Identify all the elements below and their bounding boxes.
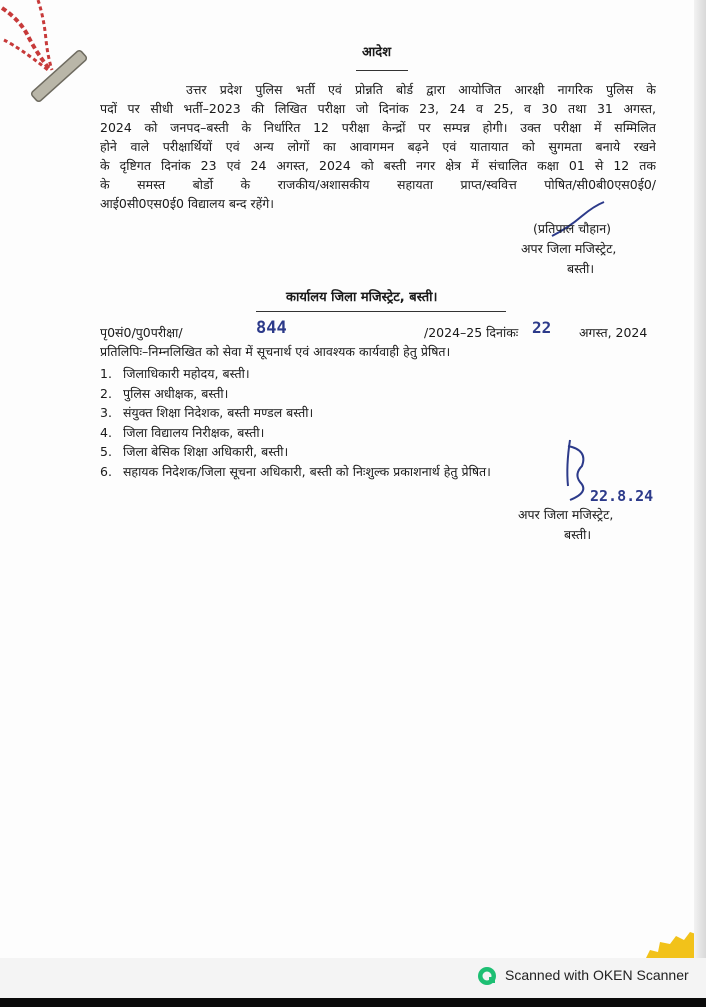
scanner-watermark-label: Scanned with OKEN Scanner (505, 967, 689, 983)
list-item: 1. जिलाधिकारी महोदय, बस्ती। (100, 366, 250, 381)
second-signatory-place: बस्ती। (564, 527, 592, 542)
signatory-place: बस्ती। (567, 261, 595, 276)
reference-prefix: पृ0सं0/पु0परीक्षा/ (100, 325, 183, 340)
list-item: 2. पुलिस अधीक्षक, बस्ती। (100, 385, 229, 401)
paragraph-line: आई0सी0एस0ई0 विद्यालय बन्द रहेंगे। (100, 196, 275, 211)
bottom-strip (0, 998, 706, 1007)
copy-forwarded-line: प्रतिलिपिः–निम्नलिखित को सेवा में सूचनार्थ एवं आवश्यक कार्यवाही हेतु प्रेषित। (100, 344, 451, 359)
office-underline (256, 311, 506, 312)
heading-underline (356, 70, 408, 71)
yellow-folder-edge-icon (646, 930, 696, 958)
list-item: 4. जिला विद्यालय निरीक्षक, बस्ती। (100, 424, 265, 440)
signatory-designation: अपर जिला मजिस्ट्रेट, (521, 241, 617, 256)
date-month-year: अगस्त, 2024 (579, 325, 648, 340)
paragraph-line: उत्तर प्रदेश पुलिस भर्ती एवं प्रोन्नति बोर्ड द्वारा आयोजित आरक्षी नागरिक पुलिस के (186, 82, 656, 97)
oken-scanner-logo-icon (477, 966, 497, 986)
list-item: 6. सहायक निदेशक/जिला सूचना अधिकारी, बस्ती को निःशुल्क प्रकाशनार्थ हेतु प्रेषित। (100, 463, 491, 479)
handwritten-signature-date: 22.8.24 (590, 487, 654, 505)
office-title: कार्यालय जिला मजिस्ट्रेट, बस्ती। (286, 290, 438, 305)
paragraph-line: के समस्त बोर्डो के राजकीय/अशासकीय सहायता प्राप्त/स्ववित्त पोषित/सी0बी0एस0ई0/ (100, 177, 656, 192)
paragraph-line: के दृष्टिगत दिनांक 23 एवं 24 अगस्त, 2024 को बस्ती नगर क्षेत्र में संचालित कक्षा 01 से 12 तक (100, 158, 656, 173)
order-heading: आदेश (362, 45, 392, 60)
recipient-list (100, 364, 491, 481)
list-item: 5. जिला बेसिक शिक्षा अधिकारी, बस्ती। (100, 444, 289, 459)
second-signatory-designation: अपर जिला मजिस्ट्रेट, (518, 507, 614, 522)
reference-year-date-label: /2024–25 दिनांकः (424, 325, 519, 340)
page-edge-shadow (694, 0, 706, 958)
signatory-name: (प्रतिपाल चौहान) (533, 221, 612, 236)
paragraph-line: 2024 को जनपद–बस्ती के निर्धारित 12 परीक्षा केन्द्रों पर सम्पन्न होगी। उक्त परीक्षा में सम्मिलित (100, 120, 656, 135)
paragraph-line: पदों पर सीधी भर्ती–2023 की लिखित परीक्षा जो दिनांक 23, 24 व 25, व 30 तथा 31 अगस्त, (100, 101, 656, 116)
handwritten-date-day: 22 (532, 318, 552, 337)
list-item: 3. संयुक्त शिक्षा निदेशक, बस्ती मण्डल बस्ती। (100, 405, 314, 420)
paragraph-line: होने वाले परीक्षार्थियों एवं अन्य लोगों का आवागमन बढ़ने एवं यातायात को सुगमता बनाये रखने (100, 139, 656, 154)
handwritten-reference-number: 844 (256, 318, 287, 338)
order-paragraph (100, 80, 656, 213)
